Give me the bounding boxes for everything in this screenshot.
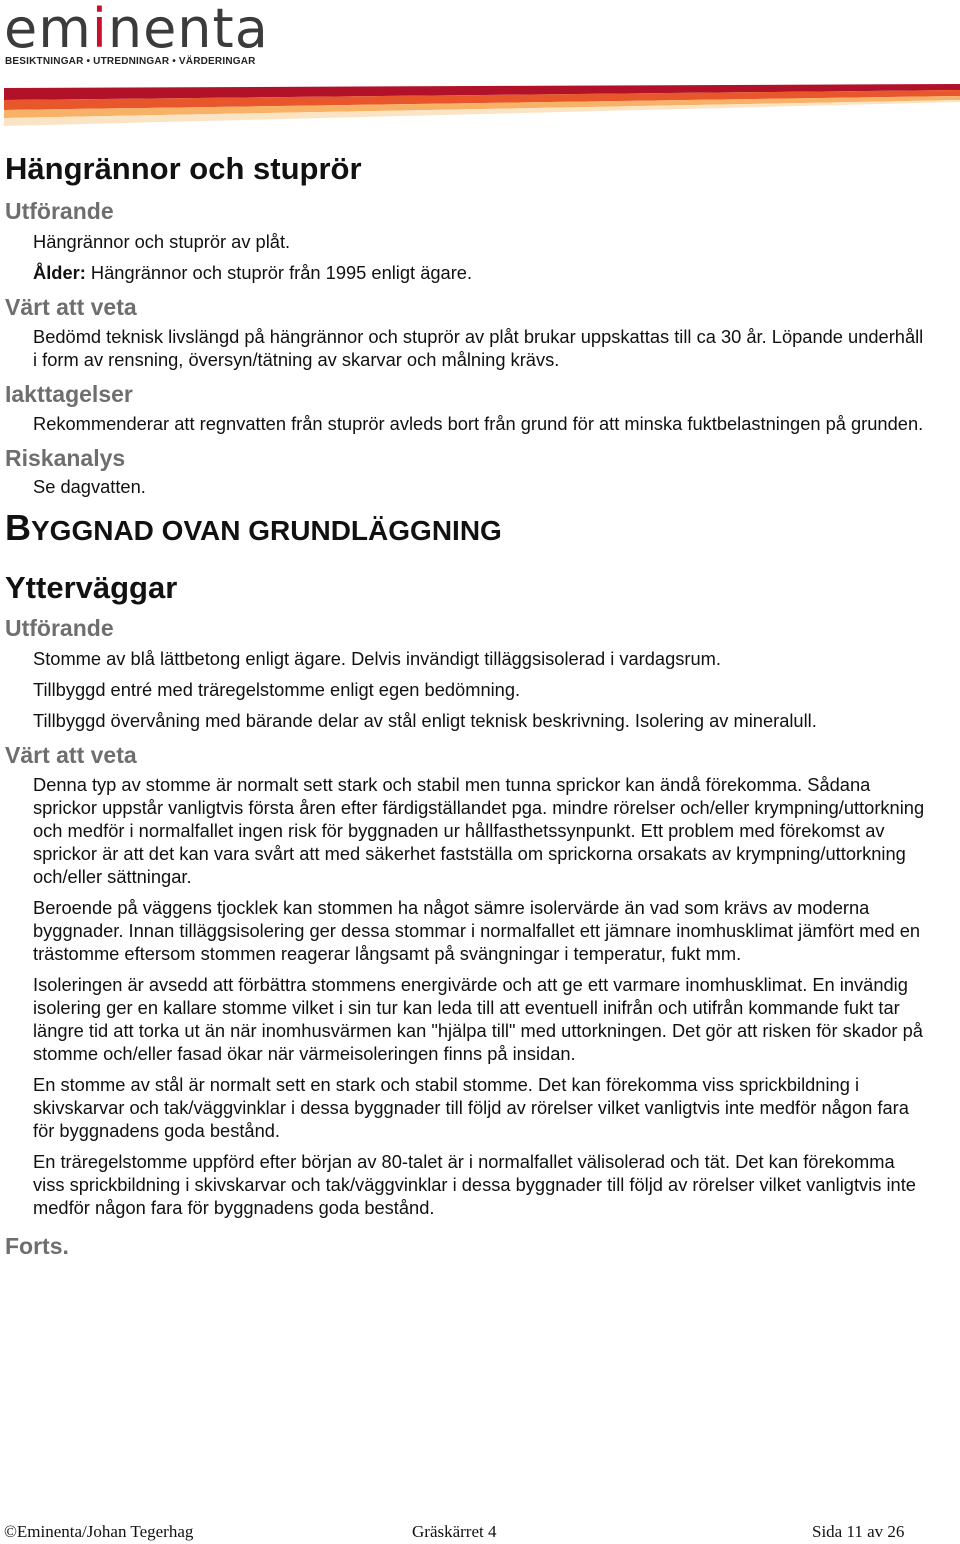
page-content — [5, 150, 925, 1261]
age-label: Ålder: — [33, 262, 86, 283]
footer-property: Gräskärret 4 — [412, 1522, 497, 1541]
section-title-yttervaggar: Ytterväggar — [5, 570, 178, 605]
body-paragraph: Isoleringen är avsedd att förbättra stommens energivärde och att ge ett varmare inomhusklimat. En invändig isolering ger en kallare stomme vilket i sin tur kan leda till att eventuell inifrån och utifrån kommande fukt tar längre tid att torka ut än när inomhusvärmen kan "hjälpa till" med uttorkningen. Det gör att risken för skador på stomme och/eller fasad ökar när värmeisoleringen finns på insidan. — [33, 974, 923, 1064]
body-paragraph: En stomme av stål är normalt sett en stark och stabil stomme. Det kan förekomma viss sprickbildning i skivskarvar och tak/väggvinklar i dessa byggnader till följd av rörelser vilket vanligtvis inte medför någon fara för byggnadens goda bestånd. — [33, 1074, 909, 1141]
subheading-vart-att-veta-1: Värt att veta — [5, 294, 137, 320]
footer-copyright: ©Eminenta/Johan Tegerhag — [4, 1522, 194, 1541]
subheading-vart-att-veta-2: Värt att veta — [5, 742, 137, 768]
body-paragraph: Beroende på väggens tjocklek kan stommen ha något sämre isolervärde än vad som krävs av moderna byggnader. Innan tilläggsisolering ger dessa stommar i normalfallet ett jämnare inomhusklimat jämfört med en trästomme eftersom stommen reagerar långsamt på svängningar i temperatur, fukt mm. — [33, 897, 921, 964]
company-logo — [4, 0, 269, 72]
body-paragraph: Stomme av blå lättbetong enligt ägare. Delvis invändigt tilläggsisolerad i vardagsrum. — [33, 648, 721, 669]
body-paragraph: Bedömd teknisk livslängd på hängrännor och stuprör av plåt brukar uppskattas till ca 30 år. Löpande underhåll i form av rensning, översyn/tätning av skarvar och målning krävs. — [33, 326, 924, 370]
section-title-hangrannor: Hängrännor och stuprör — [5, 151, 362, 186]
subheading-utforande-2: Utförande — [5, 615, 114, 641]
subheading-riskanalys: Riskanalys — [5, 445, 126, 471]
logo-wordmark: eminenta — [4, 0, 269, 60]
body-paragraph: Tillbyggd entré med träregelstomme enligt egen bedömning. — [33, 679, 521, 700]
body-paragraph: En träregelstomme uppförd efter början av 80-talet är i normalfallet välisolerad och tät. Det kan förekomma viss sprickbildning i skivskarvar och tak/väggvinklar i dessa byggnader till följd av rörelser vilket vanligtvis inte medför någon fara för byggnadens goda bestånd. — [33, 1151, 916, 1218]
body-paragraph: Se dagvatten. — [33, 476, 146, 497]
continued-label: Forts. — [5, 1233, 69, 1259]
subheading-utforande-1: Utförande — [5, 198, 114, 224]
body-paragraph: Tillbyggd övervåning med bärande delar av stål enligt teknisk beskrivning. Isolering av mineralull. — [33, 710, 817, 731]
page-footer — [0, 1522, 960, 1544]
body-paragraph: Rekommenderar att regnvatten från stuprör avleds bort från grund för att minska fuktbelastningen på grunden. — [33, 413, 924, 434]
body-text-line: Hängrännor och stuprör av plåt. — [33, 231, 291, 252]
subheading-iakttagelser: Iakttagelser — [5, 381, 133, 407]
body-paragraph: Denna typ av stomme är normalt sett stark och stabil men tunna sprickor kan ändå förekomma. Sådana sprickor uppstår vanligtvis första åren efter färdigställandet pga. mindre rörelser och/eller krympning/uttorkning och medför i normalfallet ingen risk för byggnaden ur hållfasthetssynpunkt. Ett problem med förekomst av sprickor är att det kan vara svårt att med säkerhet fastställa om sprickorna orsakats av krympning/uttorkning och/eller sättningar. — [33, 774, 925, 887]
header-band — [4, 84, 960, 128]
logo-tagline: BESIKTNINGAR • UTREDNINGAR • VÄRDERINGAR — [5, 56, 256, 67]
body-text-age: Ålder: Hängrännor och stuprör från 1995 enligt ägare. — [33, 262, 473, 283]
footer-page-number: Sida 11 av 26 — [812, 1522, 905, 1541]
major-heading: BYGGNAD OVAN GRUNDLÄGGNING — [5, 507, 502, 548]
